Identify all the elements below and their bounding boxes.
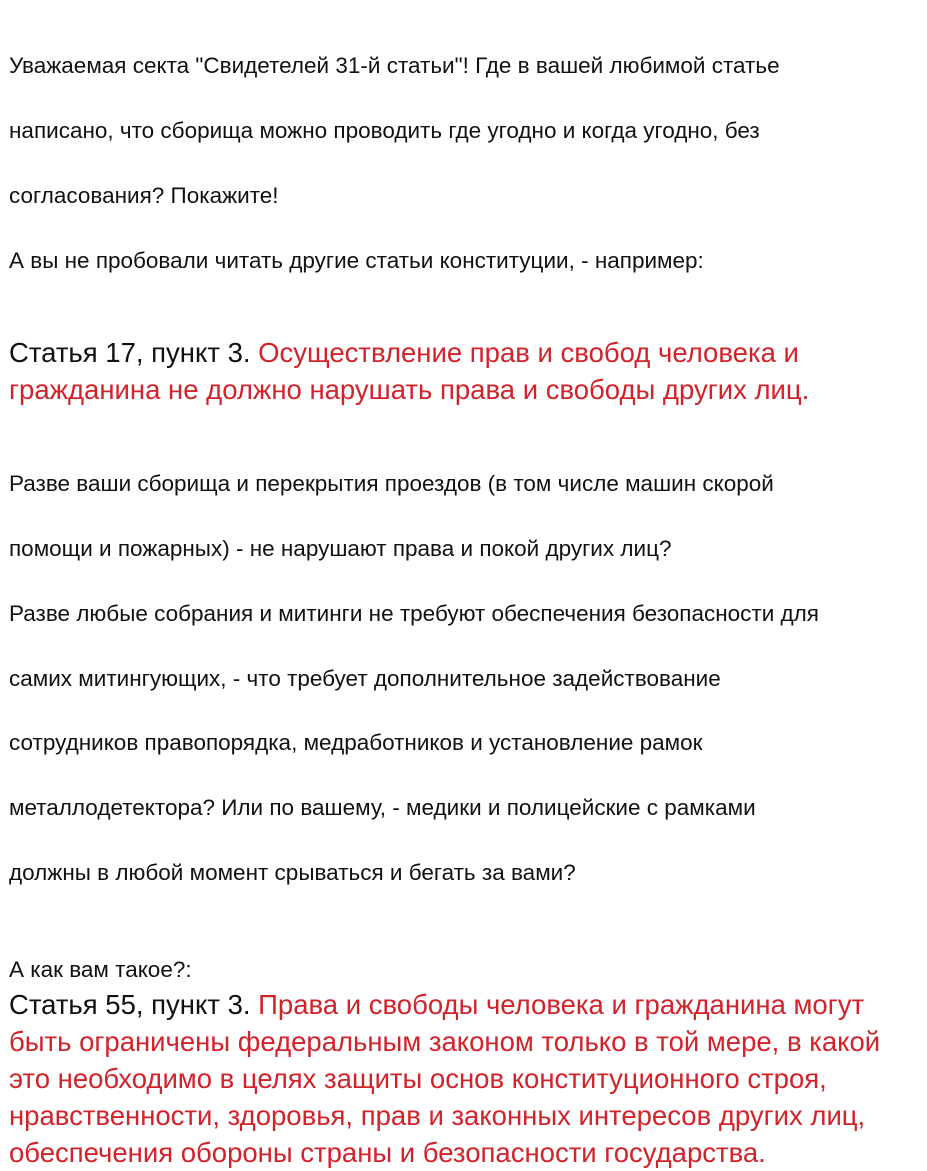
article-55-reference: Статья 55, пункт 3.: [9, 989, 259, 1021]
intro-line-2: написано, что сборища можно проводить где угодно и когда угодно, без: [9, 118, 760, 144]
article-17-reference: Статья 17, пункт 3.: [9, 336, 259, 368]
article-55-quote: [9, 986, 919, 1171]
question-line: А как вам такое?:: [9, 956, 192, 982]
intro-line-4: А вы не пробовали читать другие статьи конституции, - например:: [9, 247, 704, 273]
middle-line-6: металлодетектора? Или по вашему, - медики и полицейские с рамками: [9, 795, 756, 821]
intro-line-3: согласования? Покажите!: [9, 183, 279, 209]
document-page: [9, 18, 919, 1171]
middle-line-7: должны в любой момент срываться и бегать за вами?: [9, 859, 576, 885]
spacer: [9, 310, 919, 334]
middle-line-3: Разве любые собрания и митинги не требуют обеспечения безопасности для: [9, 600, 819, 626]
intro-line-1: Уважаемая секта "Свидетелей 31-й статьи"! Где в вашей любимой статье: [9, 53, 780, 79]
middle-line-5: сотрудников правопорядка, медработников и установление рамок: [9, 730, 703, 756]
spacer: [9, 408, 919, 436]
intro-paragraph: [9, 18, 919, 310]
middle-line-4: самих митингующих, - что требует дополнительное задействование: [9, 665, 721, 691]
article-55-text: Права и свободы человека и гражданина могут быть ограничены федеральным законом только в той мере, в какой это необходимо в целях защиты основ конституционного строя, нравственности, здоровья, прав и законных интересов других лиц, обеспечения обороны страны и безопасности государства.: [9, 989, 881, 1169]
spacer: [9, 922, 919, 954]
middle-paragraph: [9, 436, 919, 922]
article-17-quote: [9, 334, 919, 408]
article-17-text: Осуществление прав и свобод человека и гражданина не должно нарушать права и свободы других лиц.: [9, 336, 810, 405]
middle-line-1: Разве ваши сборища и перекрытия проездов (в том числе машин скорой: [9, 471, 774, 497]
middle-line-2: помощи и пожарных) - не нарушают права и покой других лиц?: [9, 535, 672, 561]
